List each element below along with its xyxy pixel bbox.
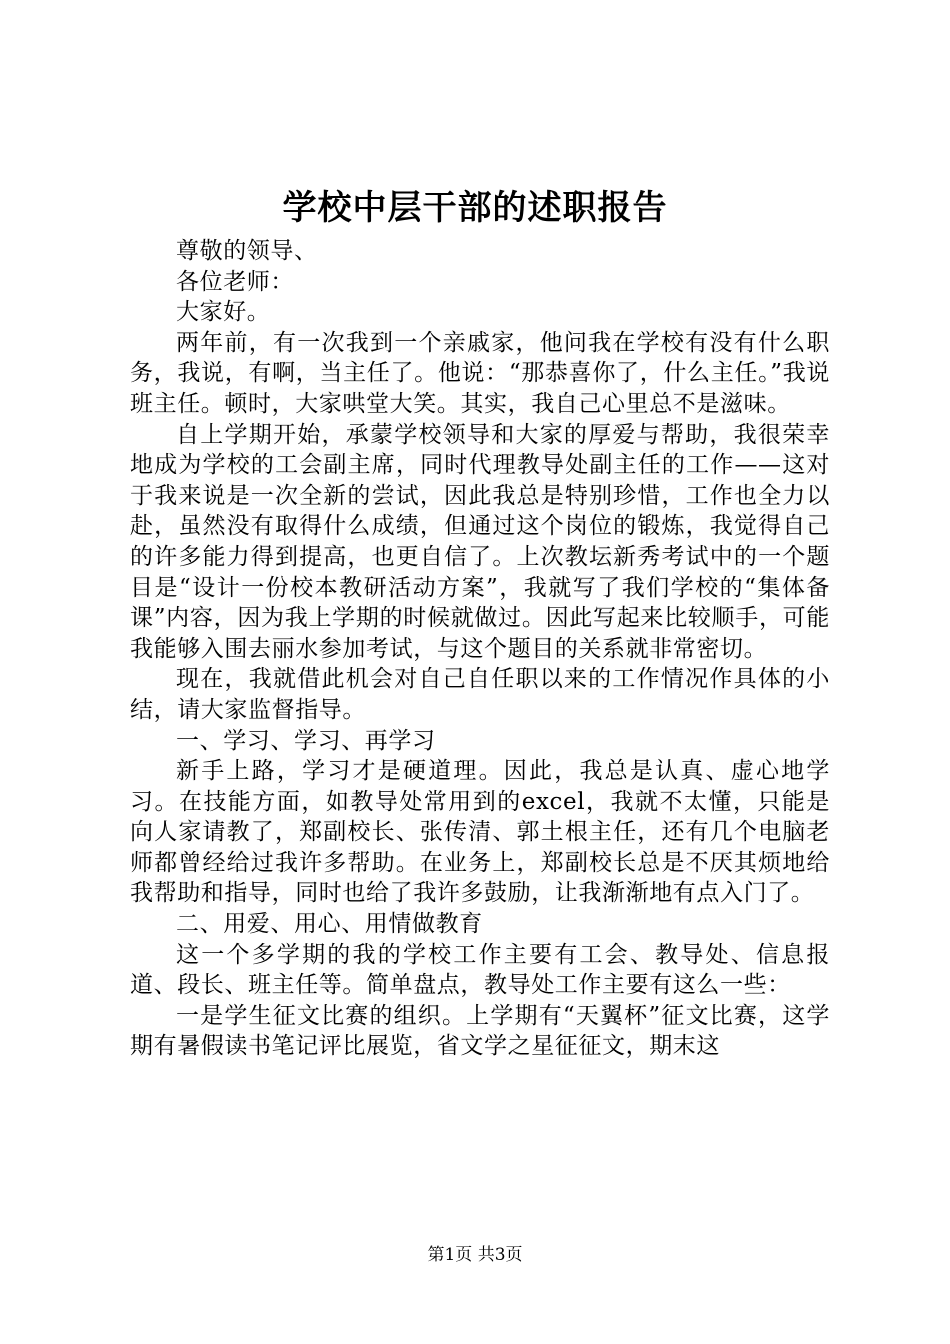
paragraph-salutation-teachers: 各位老师： <box>176 268 294 295</box>
paragraph-summary-intro: 现在，我就借此机会对自己自任职以来的工作情况作具体的小结，请大家监督指导。 <box>130 666 830 723</box>
paragraph-essay-contest: 一是学生征文比赛的组织。上学期有“天翼杯”征文比赛，这学期有暑假读书笔记评比展览，省文学之星征征文，期末这 <box>130 1002 830 1060</box>
section-heading-education: 二、用爱、用心、用情做教育 <box>176 911 483 938</box>
paragraph-greeting: 大家好。 <box>176 299 271 326</box>
document-title: 学校中层干部的述职报告 <box>282 188 668 228</box>
paragraph-work-overview: 这一个多学期的我的学校工作主要有工会、教导处、信息报道、段长、班主任等。简单盘点，教导处工作主要有这么一些： <box>130 941 830 999</box>
document-body <box>130 236 830 1062</box>
paragraph-new-role: 自上学期开始，承蒙学校领导和大家的厚爱与帮助，我很荣幸地成为学校的工会副主席，同时代理教导处副主任的工作——这对于我来说是一次全新的尝试，因此我总是特别珍惜，工作也全力以赴，虽然没有取得什么成绩，但通过这个岗位的锻炼，我觉得自己的许多能力得到提高，也更自信了。上次教坛新秀考试中的一个题目是“设计一份校本教研活动方案”，我就写了我们学校的“集体备课”内容，因为我上学期的时候就做过。因此写起来比较顺手，可能我能够入围去丽水参加考试，与这个题目的关系就非常密切。 <box>130 421 830 662</box>
paragraph-learning: 新手上路，学习才是硬道理。因此，我总是认真、虚心地学习。在技能方面，如教导处常用到的excel，我就不太懂，只能是向人家请教了，郑副校长、张传清、郭土根主任，还有几个电脑老师都曾经给过我许多帮助。在业务上，郑副校长总是不厌其烦地给我帮助和指导，同时也给了我许多鼓励，让我渐渐地有点入门了。 <box>130 758 830 907</box>
paragraph-anecdote: 两年前，有一次我到一个亲戚家，他问我在学校有没有什么职务，我说，有啊，当主任了。他说：“那恭喜你了，什么主任。”我说班主任。顿时，大家哄堂大笑。其实，我自己心里总不是滋味。 <box>130 329 830 417</box>
paragraph-salutation-leaders: 尊敬的领导、 <box>176 238 318 264</box>
section-heading-learning: 一、学习、学习、再学习 <box>176 727 436 754</box>
page-number-footer: 第1页 共3页 <box>427 1245 523 1265</box>
